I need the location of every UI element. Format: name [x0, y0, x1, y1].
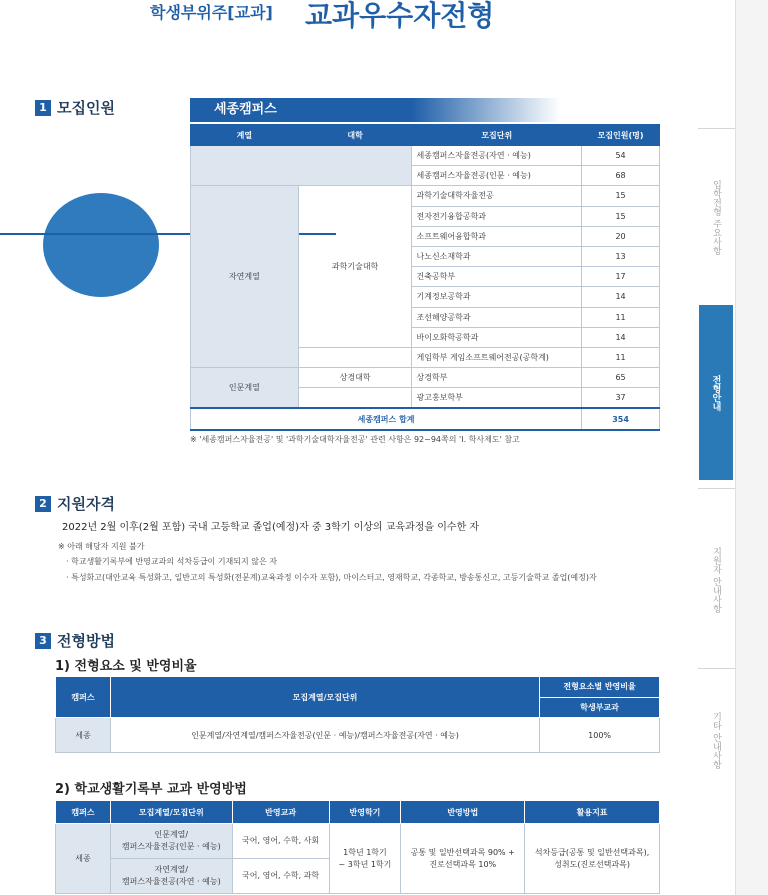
- count-cell: 13: [582, 246, 660, 266]
- ineligible-note: ※ 아래 해당자 지원 불가: [58, 542, 145, 551]
- col-header: 계열: [191, 125, 299, 146]
- table-header-row: [56, 801, 660, 824]
- subjects-cell: 국어, 영어, 수학, 과학: [232, 859, 329, 894]
- subsection-title: 1) 전형요소 및 반영비율: [55, 659, 197, 674]
- unit-cell: 바이오화학공학과: [412, 327, 582, 347]
- col-header: 대학: [298, 125, 412, 146]
- table-header-row: [56, 677, 660, 698]
- unit-cell: [110, 859, 232, 894]
- sidebar-divider: [698, 128, 735, 129]
- col-header: 활용지표: [525, 801, 660, 824]
- total-row: [191, 408, 660, 429]
- count-cell: 37: [582, 388, 660, 409]
- unit-cell: 과학기술대학자율전공: [412, 186, 582, 206]
- table-row: [56, 718, 660, 753]
- section-3-title: [35, 630, 115, 651]
- count-cell: 11: [582, 307, 660, 327]
- ratio-table: [55, 676, 660, 753]
- count-cell: 15: [582, 206, 660, 226]
- unit-cell: 나노신소재학과: [412, 246, 582, 266]
- unit-cell: 세종캠퍼스자율전공(자연 · 예능): [412, 146, 582, 166]
- semester-line: 1학년 1학기: [343, 847, 387, 857]
- ineligible-item: · 특성화고(대안교육 특성화고, 일반고의 특성화(전문계)교육과정 이수자 포함), 마이스터고, 영재학교, 각종학교, 방송통신고, 고등기술학교 졸업(예정)자: [66, 573, 597, 582]
- unit-cell: 조선해양공학과: [412, 307, 582, 327]
- semester-cell: [329, 824, 401, 894]
- group-cell: 자연계열: [191, 186, 299, 368]
- count-cell: 14: [582, 327, 660, 347]
- count-cell: 15: [582, 186, 660, 206]
- table-row: [56, 824, 660, 859]
- page-title: 교과우수자전형: [305, 0, 495, 32]
- college-cell: 상경대학: [298, 368, 412, 388]
- col-header: 반영교과: [232, 801, 329, 824]
- col-header: 캠퍼스: [56, 801, 111, 824]
- col-header: 모집계열/모집단위: [110, 677, 539, 718]
- blank-cell: [191, 146, 412, 186]
- col-header: 모집인원(명): [582, 125, 660, 146]
- ineligible-item: · 학교생활기록부에 반영교과의 석차등급이 기재되지 않은 자: [66, 557, 277, 566]
- unit-line: 자연계열/: [154, 865, 189, 874]
- unit-cell: 기계정보공학과: [412, 287, 582, 307]
- group-cell: 인문계열: [191, 368, 299, 409]
- count-cell: 65: [582, 368, 660, 388]
- count-cell: 20: [582, 226, 660, 246]
- unit-line: 캠퍼스자율전공(자연 · 예능): [121, 877, 221, 886]
- unit-cell: 건축공학부: [412, 267, 582, 287]
- count-cell: 11: [582, 347, 660, 367]
- grade-method-table: [55, 800, 660, 894]
- col-header: 캠퍼스: [56, 677, 111, 718]
- index-line: 석차등급(공통 및 일반선택과목),: [534, 847, 650, 857]
- col-header: 전형요소별 반영비율: [540, 677, 660, 698]
- unit-line: 캠퍼스자율전공(인문 · 예능): [121, 842, 221, 851]
- index-cell: [525, 824, 660, 894]
- unit-cell: 소프트웨어융합학과: [412, 226, 582, 246]
- header-prefix: 학생부위주[교과]: [150, 3, 273, 22]
- subjects-cell: 국어, 영어, 수학, 사회: [232, 824, 329, 859]
- campus-cell: 세종: [56, 718, 111, 753]
- section-number: 2: [35, 496, 51, 512]
- count-cell: 14: [582, 287, 660, 307]
- recruitment-table: [190, 124, 660, 431]
- blank-cell: [298, 347, 412, 367]
- semester-line: ~ 3학년 1학기: [338, 859, 392, 869]
- blank-cell: [298, 388, 412, 409]
- col-header: 모집계열/모집단위: [110, 801, 232, 824]
- section-number: 1: [35, 100, 51, 116]
- unit-cell: 인문계열/자연계열/캠퍼스자율전공(인문 · 예능)/캠퍼스자율전공(자연 · 예능): [110, 718, 539, 753]
- table-note: ※ '세종캠퍼스자율전공' 및 '과학기술대학자율전공' 관련 사항은 92~94쪽의 'I. 학사제도' 참고: [190, 435, 520, 444]
- col-header: 학생부교과: [540, 697, 660, 718]
- sidebar-tab-other-info[interactable]: 기타 안내사항: [711, 711, 721, 769]
- index-line: 성취도(진로선택과목): [554, 859, 630, 869]
- unit-cell: 게임학부 게임소프트웨어전공(공학계): [412, 347, 582, 367]
- campus-tab: 세종캠퍼스: [190, 98, 560, 122]
- count-cell: 68: [582, 166, 660, 186]
- col-header: 반영학기: [329, 801, 401, 824]
- total-value: 354: [582, 408, 660, 429]
- count-cell: 17: [582, 267, 660, 287]
- section-number: 3: [35, 633, 51, 649]
- count-cell: 54: [582, 146, 660, 166]
- unit-cell: [110, 824, 232, 859]
- total-label: 세종캠퍼스 합계: [191, 408, 582, 429]
- table-row: [191, 186, 660, 206]
- section-title-text: 전형방법: [57, 632, 115, 650]
- ratio-cell: 100%: [540, 718, 660, 753]
- col-header: 반영방법: [401, 801, 525, 824]
- table-row: [191, 368, 660, 388]
- sidebar-tab-admission-info[interactable]: 입학전형 주요사항: [711, 180, 721, 255]
- col-header: 모집단위: [412, 125, 582, 146]
- table-header-row: [191, 125, 660, 146]
- table-row: [191, 146, 660, 166]
- method-line: 공통 및 일반선택과목 90% +: [410, 847, 515, 857]
- total-count-circle: [43, 193, 159, 297]
- unit-cell: 상경학부: [412, 368, 582, 388]
- campus-cell: 세종: [56, 824, 111, 894]
- unit-cell: 세종캠퍼스자율전공(인문 · 예능): [412, 166, 582, 186]
- subsection-title: 2) 학교생활기록부 교과 반영방법: [55, 782, 247, 797]
- sidebar: [735, 0, 768, 895]
- sidebar-divider: [698, 488, 735, 489]
- sidebar-divider: [698, 668, 735, 669]
- unit-cell: 전자전기융합공학과: [412, 206, 582, 226]
- section-title-text: 지원자격: [57, 495, 115, 513]
- method-cell: [401, 824, 525, 894]
- unit-cell: 광고홍보학부: [412, 388, 582, 409]
- eligibility-text: 2022년 2월 이후(2월 포함) 국내 고등학교 졸업(예정)자 중 3학기 이상의 교육과정을 이수한 자: [62, 522, 480, 533]
- sidebar-tab-guide[interactable]: 전형안내: [699, 305, 733, 480]
- section-2-title: [35, 493, 115, 514]
- section-title-text: 모집인원: [57, 99, 115, 117]
- unit-line: 인문계열/: [154, 830, 189, 839]
- method-line: 진로선택과목 10%: [429, 859, 497, 869]
- section-1-title: [35, 97, 115, 118]
- sidebar-tab-applicant-info[interactable]: 지원자 안내사항: [711, 547, 721, 613]
- college-cell: 과학기술대학: [298, 186, 412, 348]
